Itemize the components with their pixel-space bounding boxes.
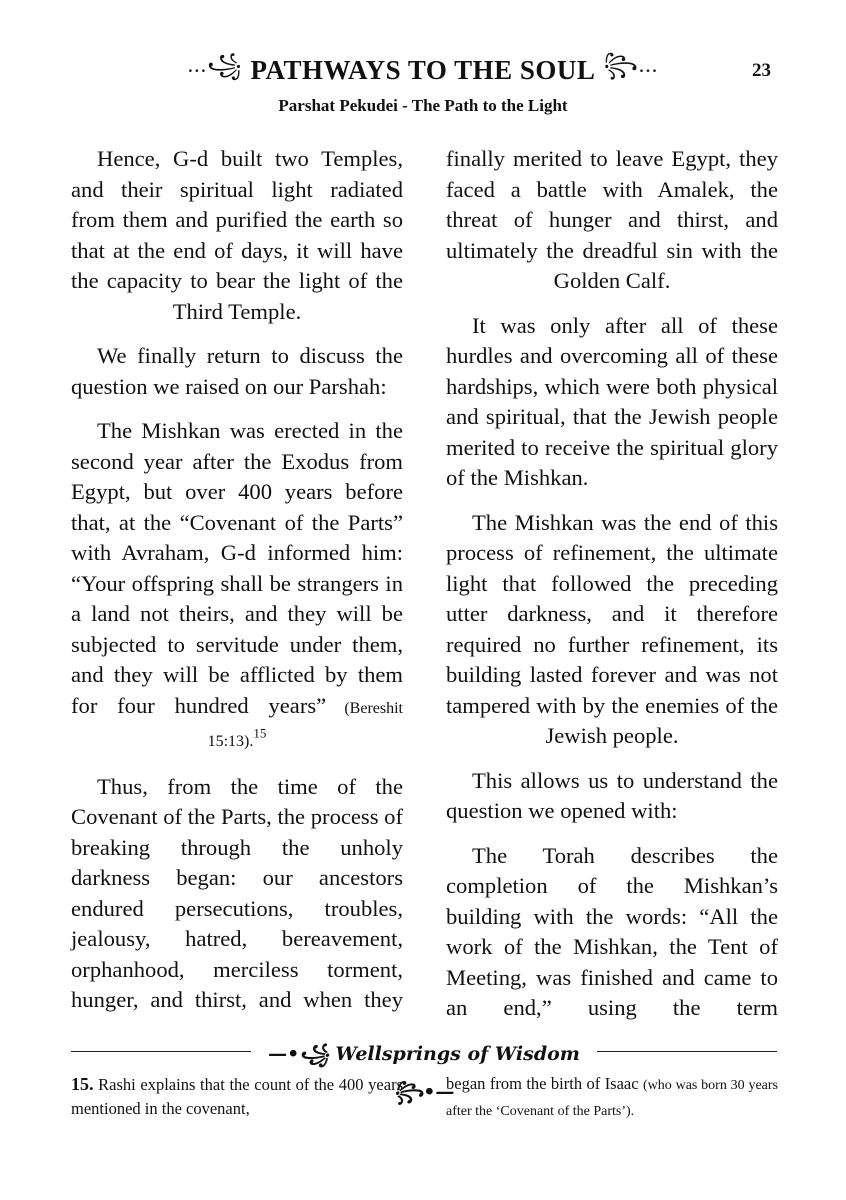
paragraph [71, 416, 403, 758]
page-number: 23 [752, 60, 771, 81]
left-column [71, 144, 403, 1030]
right-column [446, 144, 778, 1038]
page-title: PATHWAYS TO THE SOUL [250, 54, 596, 85]
divider-ornament-icon: —•꧁ [268, 1043, 329, 1065]
divider-ornament-icon: ꧂•— [393, 1081, 455, 1103]
divider-title: Wellsprings of Wisdom [335, 1043, 580, 1065]
page-header [0, 50, 846, 90]
running-title [128, 50, 718, 90]
paragraph: The Mishkan was the end of this process of refinement, the ultimate light that followed the preceding utter darkness, and it therefore required no further refinement, its building lasted forever and was not tampered with by the enemies of the Jewish people. [446, 509, 778, 748]
paragraph: It was only after all of these hurdles and overcoming all of these hardships, which were both physical and spiritual, that the Jewish people merited to receive the spiritual glory of the Mishkan. [446, 312, 778, 490]
paragraph: The Torah describes the completion of the Mishkan’s building with the words: “All the work of the Mishkan, the Tent of Meeting, was finished and came to an end,” using the term [446, 842, 778, 1020]
footnote-right [446, 1072, 778, 1124]
paragraph: finally merited to leave Egypt, they faced a battle with Amalek, the threat of hunger and thirst, and ultimately the dreadful sin with the Golden Calf. [446, 146, 778, 293]
footnote-ref[interactable]: 15 [253, 725, 267, 741]
footnote-text: Rashi explains that the count of the 400 years mentioned in the covenant, [71, 1075, 403, 1118]
right-ornament-icon: ꧂... [603, 51, 659, 77]
footnote-number: 15. [71, 1074, 94, 1094]
paragraph: We finally return to discuss the question we raised on our Parshah: [71, 343, 403, 399]
paragraph-text: The Mishkan was erected in the second year after the Exodus from Egypt, but over 400 years before that, at the “Covenant of the Parts” with Avraham, G-d informed him: “Your offspring shall be strangers in a land not theirs, and they will be subjected to servitude under them, and they will be afflicted by them for four hundred years” [71, 418, 403, 718]
paragraph: This allows us to understand the question we opened with: [446, 767, 778, 823]
citation: (Bereshit 15:13). [207, 699, 403, 750]
paragraph: Hence, G-d built two Temples, and their spiritual light radiated from them and purified the earth so that at the end of days, it will have the capacity to bear the light of the Third Temple. [71, 146, 403, 324]
footnote-text: began from the birth of Isaac [446, 1074, 644, 1093]
left-ornament-icon: ...꧁ [187, 51, 243, 77]
footnote-left [71, 1072, 403, 1121]
divider-line [71, 1051, 251, 1052]
page-subtitle: Parshat Pekudei - The Path to the Light [278, 96, 568, 115]
divider-line [597, 1051, 777, 1052]
paragraph: Thus, from the time of the Covenant of the Parts, the process of breaking through the unholy darkness began: our ancestors endured persecutions, troubles, jealousy, hatred, bereavement, orphanhood, merciless torment, hunger, and thirst, and when they [71, 773, 403, 1012]
footnote-parenthetical: (who was born 30 years after the ‘Covenant of the Parts’). [446, 1078, 778, 1119]
